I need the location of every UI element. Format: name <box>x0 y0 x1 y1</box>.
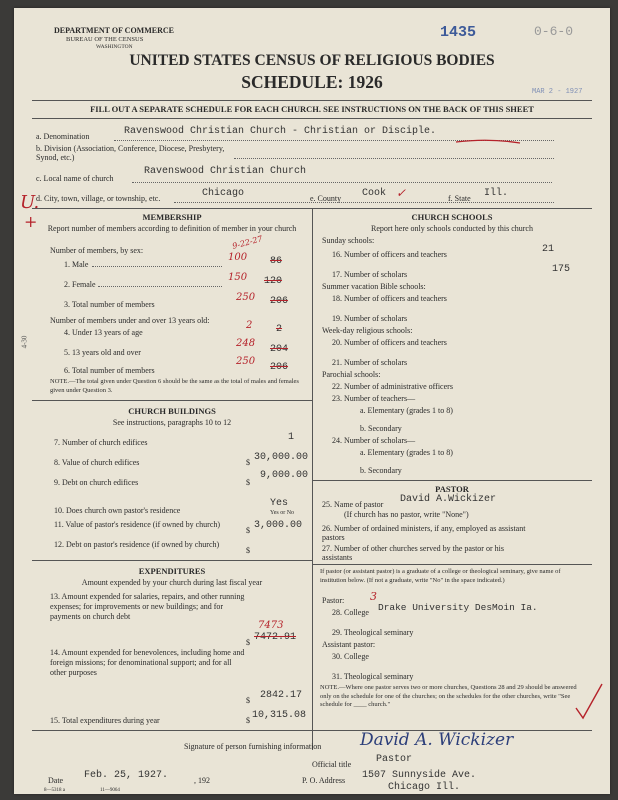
census-form-sheet: DEPARTMENT OF COMMERCE BUREAU OF THE CENSUS WASHINGTON 1435 0-6-0 UNITED STATES CENSUS OF RELIGIOUS BODIES SCHEDULE: 1926 MAR 2 - 1927 FILL OUT A SEPARATE SCHEDULE FOR EACH CHURCH. SEE INSTRUCTIONS ON THE BACK OF THIS SHEET a. Denomination Ravenswood Christian Church - Christian or Disciple. b. Division (Association, Conference, Diocese, Presbytery, Synod, etc.) c. Local name of church Ravenswood Christian Church d. City, town, village, or township, etc. Chicago e. County Cook ✓ f. State Ill. U. + 4-30 MEMBERSHIP Report number of members according to definition of member in your church Number of members, by sex: 9-22-27 1. Male 86 100 2. Female 120 150 3. Total number of members 206 250 Number of members under and over 13 years old: 4. Under 13 years of age 2 2 5. 13 years old and over 204 248 6. Total number of members 206 250 NOTE.—The total given under Question 6 should be the same as the total of males and females given under Question 3. CHURCH BUILDINGS See instructions, paragraphs 10 to 12 7. Number of church edifices 1 8. Value of church edifices $ 30,000.00 9. Debt on church edifices $ 9,000.00 10. Does church own pastor's residence Yes Yes or No 11. Value of pastor's residence (if owned by church) $ 3,000.00 12. Debt on pastor's residence (if owned by church) $ EXPENDITURES Amount expended by your church during last fiscal year 13. Amount expended for salaries, repairs, and other running expenses; for improvements or new buildings; and for payments on church debt 7473 $ 7472.91 14. Amount expended for benevolences, including home and foreign missions; for denominational support; and for all other purposes $ 2842.17 15. Total expenditures during year $ 10,315.08 CHURCH SCHOOLS Report here only schools conducted by this church Sunday schools: 16. Number of officers and teachers 21 17. Number of scholars 175 Summer vacation Bible schools: 18. Number of officers and teachers 19. Number of scholars Week-day religious schools: 20. Number of officers and teachers 21. Number of scholars Parochial schools: 22. Number of administrative officers 23. Number of teachers— a. Elementary (grades 1 to 8) b. Secondary 24. Number of scholars— a. Elementary (grades 1 to 8) b. Secondary PASTOR 25. Name of pastor David A.Wickizer (If church has no pastor, write "None") 26. Number of ordained ministers, if any, employed as assistant pastors 27. Number of other churches served by the pastor or his assistants If pastor (or assistant pastor) is a graduate of a college or theological seminary, give name of institution below. (If not a graduate, write "No" in the space indicated.) Pastor: 3 28. College Drake University DesMoin Ia. 29. Theological seminary Assistant pastor: 30. College 31. Theological seminary NOTE.—Where one pastor serves two or more churches, Questions 28 and 29 should be answered only on the schedule for one of the churches; on the schedules for the other churches, write "See schedule for ____ church." Signature of person furnishing information David A. Wickizer Official title Pastor Date Feb. 25, 1927. , 192 P. O. Address 1507 Sunnyside Ave. Chicago Ill. 8—5318 a 11—9064 <box>14 8 610 794</box>
parochial-label: Parochial schools: <box>322 370 381 379</box>
q10-label: 10. Does church own pastor's residence <box>54 506 181 515</box>
q5-label: 5. 13 years old and over <box>64 348 141 357</box>
red-underline-mark <box>454 138 524 146</box>
q16-value: 21 <box>542 244 555 255</box>
q8-label: 8. Value of church edifices <box>54 458 140 467</box>
q27-label: 27. Number of other churches served by the pastor or his assistants <box>322 544 504 562</box>
q4-hand: 2 <box>246 320 253 331</box>
buildings-title: CHURCH BUILDINGS <box>128 406 216 416</box>
q10-hint: Yes or No <box>270 510 295 516</box>
date-suffix: , 192 <box>194 776 210 785</box>
weekday-label: Week-day religious schools: <box>322 326 413 335</box>
instruction-banner: FILL OUT A SEPARATE SCHEDULE FOR EACH CHURCH. SEE INSTRUCTIONS ON THE BACK OF THIS SHEET <box>90 104 534 114</box>
date-value: Feb. 25, 1927. <box>84 770 169 781</box>
print-code: 11—9064 <box>100 788 120 793</box>
q28-value: Drake University DesMoin Ia. <box>378 602 538 613</box>
address-line1: 1507 Sunnyside Ave. <box>362 770 477 781</box>
sunday-label: Sunday schools: <box>322 236 375 245</box>
q13-label: 13. Amount expended for salaries, repairs, and other running expenses; for improvements or new buildings; and for payments on church debt <box>50 592 245 621</box>
hand-three: 3 <box>370 590 377 603</box>
q1-typed: 86 <box>270 256 283 267</box>
form-code: 8—5318 a <box>44 788 65 793</box>
expenditures-title: EXPENDITURES <box>138 566 206 576</box>
q3-hand: 250 <box>236 292 256 303</box>
q19-label: 19. Number of scholars <box>332 314 408 323</box>
hand-date-note: 9-22-27 <box>231 234 264 251</box>
bureau-label: BUREAU OF THE CENSUS <box>66 36 144 43</box>
q14-label: 14. Amount expended for benevolences, including home and foreign missions; for denominational support; and for all other purposes <box>50 648 245 677</box>
corner-code: 0-6-0 <box>534 24 574 39</box>
q17-label: 17. Number of scholars <box>332 270 408 279</box>
city-field-label: d. City, town, village, or township, etc. <box>36 194 161 203</box>
address-line2: Chicago Ill. <box>388 782 461 793</box>
q11-label: 11. Value of pastor's residence (if owned by church) <box>54 520 221 529</box>
membership-note: NOTE.—The total given under Question 6 should be the same as the total of males and females given under Question 3. <box>50 378 299 394</box>
city-value: Chicago <box>202 188 245 199</box>
q23b-label: b. Secondary <box>360 424 402 433</box>
q21-label: 21. Number of scholars <box>332 358 408 367</box>
by-sex-label: Number of members, by sex: <box>50 246 144 255</box>
q6-label: 6. Total number of members <box>64 366 155 375</box>
division-label: b. Division (Association, Conference, Diocese, Presbytery, Synod, etc.) <box>36 144 225 162</box>
membership-title: MEMBERSHIP <box>142 212 202 222</box>
denomination-label: a. Denomination <box>36 132 90 141</box>
q2-hand: 150 <box>228 272 248 283</box>
address-label: P. O. Address <box>302 776 346 785</box>
q7-value: 1 <box>288 432 295 443</box>
q12-label: 12. Debt on pastor's residence (if owned by church) <box>54 540 220 549</box>
buildings-sub: See instructions, paragraphs 10 to 12 <box>112 418 232 427</box>
signature-label: Signature of person furnishing information <box>184 742 322 751</box>
q10-value: Yes <box>270 498 289 509</box>
q28-label: 28. College <box>332 608 369 617</box>
margin-note: 4-30 <box>20 335 29 349</box>
college-note: If pastor (or assistant pastor) is a graduate of a college or theological seminary, give name of institution below. (If not a graduate, write "No" in the space indicated.) <box>320 568 561 584</box>
membership-intro: Report number of members according to definition of member in your church <box>47 224 297 233</box>
state-value: Ill. <box>484 188 509 199</box>
county-value: Cook <box>362 188 387 199</box>
schedule-title: SCHEDULE: 1926 <box>241 72 383 92</box>
q25-label: 25. Name of pastor <box>322 500 384 509</box>
pastor-title: PASTOR <box>435 484 469 494</box>
q2-label: 2. Female <box>64 280 96 289</box>
q6-hand: 250 <box>236 356 256 367</box>
date-label: Date <box>48 776 64 785</box>
state-label: f. State <box>448 194 471 203</box>
summer-label: Summer vacation Bible schools: <box>322 282 426 291</box>
q25-value: David A.Wickizer <box>400 494 497 505</box>
q16-label: 16. Number of officers and teachers <box>332 250 447 259</box>
q5-hand: 248 <box>236 338 256 349</box>
q9-label: 9. Debt on church edifices <box>54 478 139 487</box>
q13-hand: 7473 <box>258 620 284 631</box>
q2-typed: 120 <box>264 276 283 287</box>
q1-label: 1. Male <box>64 260 89 269</box>
q24a-label: a. Elementary (grades 1 to 8) <box>360 448 453 457</box>
q17-value: 175 <box>552 264 571 275</box>
city-label: WASHINGTON <box>96 44 133 50</box>
official-title-label: Official title <box>312 760 352 769</box>
q23-label: 23. Number of teachers— <box>332 394 416 403</box>
pastor-sub: Pastor: <box>322 596 345 605</box>
q3-label: 3. Total number of members <box>64 300 155 309</box>
q6-typed: 206 <box>270 362 289 373</box>
local-name-value: Ravenswood Christian Church <box>144 166 307 177</box>
q29-label: 29. Theological seminary <box>332 628 414 637</box>
q22-label: 22. Number of administrative officers <box>332 382 453 391</box>
q7-label: 7. Number of church edifices <box>54 438 148 447</box>
q13-typed: 7472.91 <box>254 632 297 643</box>
q4-label: 4. Under 13 years of age <box>64 328 143 337</box>
q15-value: 10,315.08 <box>252 710 307 721</box>
local-name-label: c. Local name of church <box>36 174 114 183</box>
red-checkmark <box>574 682 604 722</box>
checkmark: ✓ <box>396 186 407 200</box>
pastor-note: NOTE.—Where one pastor serves two or more churches, Questions 28 and 29 should be answered only on the schedule for one of the churches; on the schedules for the other churches, write "See schedule for ____ church." <box>320 684 577 708</box>
q24-label: 24. Number of scholars— <box>332 436 416 445</box>
department-label: DEPARTMENT OF COMMERCE <box>54 26 175 35</box>
q18-label: 18. Number of officers and teachers <box>332 294 447 303</box>
expenditures-sub: Amount expended by your church during last fiscal year <box>81 578 263 587</box>
margin-cross: + <box>24 212 38 231</box>
county-label: e. County <box>310 194 342 203</box>
form-title: UNITED STATES CENSUS OF RELIGIOUS BODIES <box>129 52 495 69</box>
q20-label: 20. Number of officers and teachers <box>332 338 447 347</box>
q5-typed: 204 <box>270 344 289 355</box>
signature: David A. Wickizer <box>360 730 514 750</box>
q8-value: 30,000.00 <box>254 452 309 463</box>
q11-value: 3,000.00 <box>254 520 303 531</box>
denomination-value: Ravenswood Christian Church - Christian or Disciple. <box>124 126 437 137</box>
schools-title: CHURCH SCHOOLS <box>411 212 493 222</box>
asst-sub: Assistant pastor: <box>322 640 376 649</box>
schools-intro: Report here only schools conducted by this church <box>371 224 533 233</box>
q14-value: 2842.17 <box>260 690 303 701</box>
q31-label: 31. Theological seminary <box>332 672 414 681</box>
official-title-value: Pastor <box>376 754 413 765</box>
q30-label: 30. College <box>332 652 369 661</box>
q3-typed: 206 <box>270 296 289 307</box>
margin-mark-u: U. <box>20 192 40 213</box>
q15-label: 15. Total expenditures during year <box>50 716 160 725</box>
age-intro: Number of members under and over 13 years old: <box>50 316 210 325</box>
q9-value: 9,000.00 <box>260 470 309 481</box>
q26-label: 26. Number of ordained ministers, if any, employed as assistant pastors <box>322 524 526 542</box>
q23a-label: a. Elementary (grades 1 to 8) <box>360 406 453 415</box>
q4-typed: 2 <box>276 324 283 335</box>
q1-hand: 100 <box>228 252 248 263</box>
q24b-label: b. Secondary <box>360 466 402 475</box>
q25-hint: (If church has no pastor, write "None") <box>344 510 469 519</box>
received-date-stamp: MAR 2 - 1927 <box>532 88 583 96</box>
serial-number-stamp: 1435 <box>440 24 477 41</box>
